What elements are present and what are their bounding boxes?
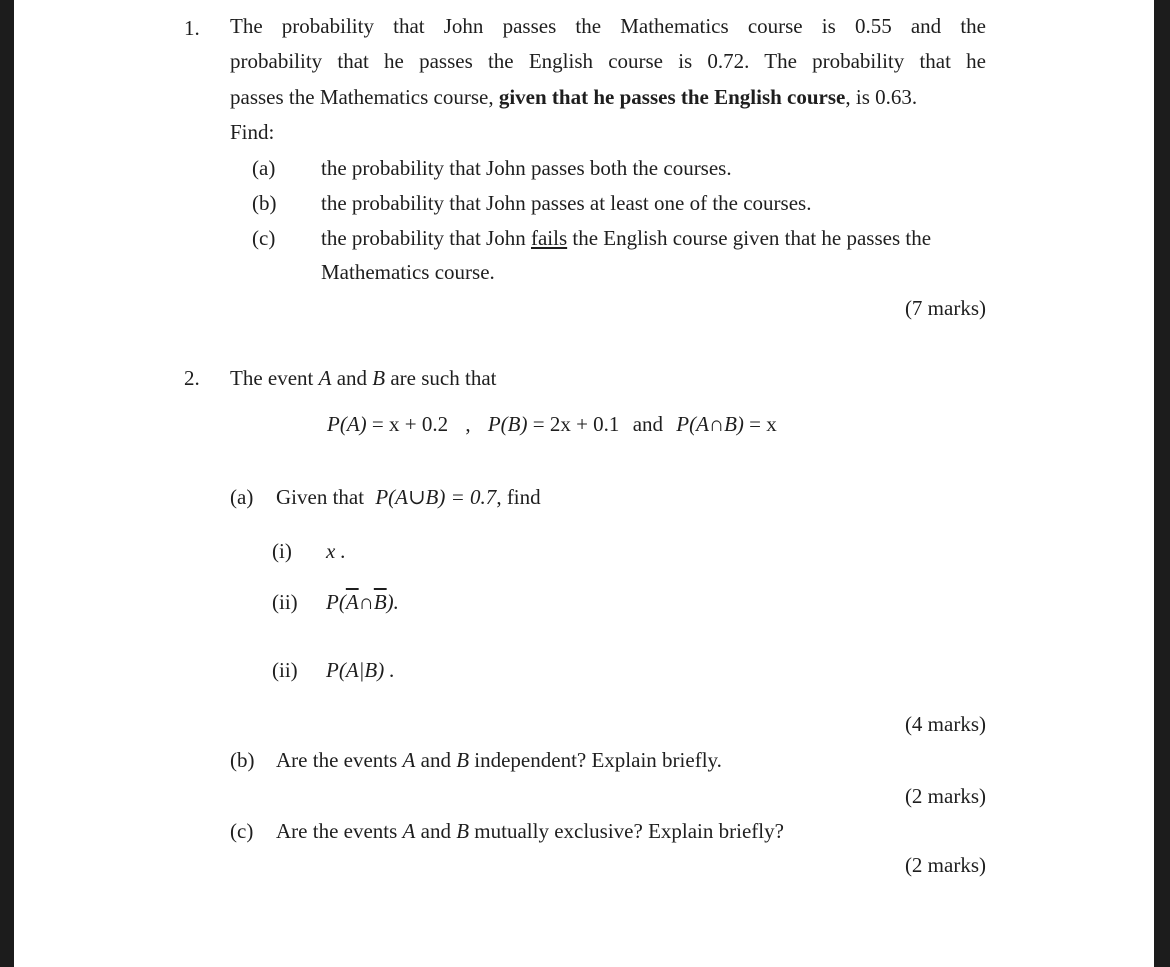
q1-line-3-start: passes the Mathematics course, bbox=[230, 85, 494, 109]
q2a-given: Given that bbox=[276, 485, 365, 509]
q1-line-3-bold: given that he passes the English course bbox=[498, 85, 846, 109]
q2c-marks: (2 marks) bbox=[904, 853, 986, 877]
q1-part-c-continuation: Mathematics course. bbox=[321, 260, 495, 284]
event-b: B bbox=[456, 748, 470, 772]
q1-part-text bbox=[321, 221, 931, 256]
q2a-sub-expr: x . bbox=[326, 539, 346, 563]
q2a-marks: (4 marks) bbox=[904, 712, 986, 736]
q1-part-text: the probability that John passes both the courses. bbox=[321, 156, 732, 180]
q2b-t1: Are the events bbox=[276, 748, 398, 772]
q1-part-c-pre: the probability that John bbox=[321, 226, 526, 250]
q1-part-c-post: the English course given that he passes the bbox=[572, 226, 932, 250]
formula-pab: P(A∩B) bbox=[676, 412, 744, 436]
q1-find: Find: bbox=[230, 120, 275, 144]
q2c-t3: mutually exclusive? Explain briefly? bbox=[474, 819, 784, 843]
b-complement: $\overline{B}$ bbox=[373, 590, 387, 614]
q2b-marks: (2 marks) bbox=[904, 784, 986, 808]
q2a-sub-label: (i) bbox=[272, 539, 292, 563]
expr-close: ). bbox=[386, 590, 399, 614]
q2a-expr: P(A∪B) = 0.7 bbox=[375, 485, 497, 509]
q2c-t1: Are the events bbox=[276, 819, 398, 843]
formula-sep: , bbox=[465, 412, 471, 436]
q2c-label: (c) bbox=[230, 819, 254, 843]
q2a-sub-label: (ii) bbox=[272, 590, 298, 614]
q2a-sub-label: (ii) bbox=[272, 658, 298, 682]
q2-intro-3: are such that bbox=[390, 366, 497, 390]
q2c-text bbox=[276, 819, 784, 844]
event-a: A bbox=[402, 819, 416, 843]
q2a-sub-expr: P(A|B) . bbox=[326, 658, 395, 682]
q1-line-1: The probability that John passes the Mathematics course is 0.55 and the bbox=[230, 14, 986, 38]
q2b-t3: independent? Explain briefly. bbox=[474, 748, 722, 772]
q1-number: 1. bbox=[184, 16, 200, 40]
q2b-text bbox=[276, 748, 722, 773]
q1-marks: (7 marks) bbox=[904, 296, 986, 320]
event-b: B bbox=[456, 819, 470, 843]
q1-part-label: (c) bbox=[252, 226, 276, 250]
formula-pa-rhs: = x + 0.2 bbox=[371, 412, 449, 436]
formula-pb: P(B) bbox=[487, 412, 528, 436]
q2a-sub-expr bbox=[326, 590, 399, 615]
q1-line-2: probability that he passes the English course is 0.72. The probability that he bbox=[230, 49, 986, 73]
question-page bbox=[14, 0, 1154, 967]
event-a: A bbox=[402, 748, 416, 772]
q2-intro bbox=[230, 366, 496, 391]
q2b-label: (b) bbox=[230, 748, 255, 772]
a-complement: $\overline{A}$ bbox=[345, 590, 359, 614]
q2a-find: , find bbox=[496, 485, 541, 509]
q2-intro-1: The event bbox=[230, 366, 314, 390]
q2a-label: (a) bbox=[230, 485, 254, 509]
q2-number: 2. bbox=[184, 366, 200, 390]
q2a-text bbox=[276, 485, 541, 510]
q2-formula bbox=[327, 412, 777, 437]
formula-pa: P(A) bbox=[327, 412, 367, 436]
q2-intro-2: and bbox=[336, 366, 368, 390]
q1-line-3-end: , is 0.63. bbox=[845, 85, 918, 109]
event-b: B bbox=[372, 366, 386, 390]
q1-part-label: (a) bbox=[252, 156, 276, 180]
q2c-t2: and bbox=[420, 819, 451, 843]
formula-pab-rhs: = x bbox=[749, 412, 777, 436]
q1-part-c-underlined: fails bbox=[530, 226, 568, 250]
formula-and: and bbox=[632, 412, 664, 436]
event-a: A bbox=[318, 366, 332, 390]
q1-part-text: the probability that John passes at least one of the courses. bbox=[321, 191, 812, 215]
q2b-t2: and bbox=[420, 748, 451, 772]
q1-line-3 bbox=[230, 80, 917, 115]
expr-open: P( bbox=[326, 590, 346, 614]
intersection-symbol: ∩ bbox=[358, 590, 374, 614]
formula-pb-rhs: = 2x + 0.1 bbox=[532, 412, 620, 436]
q1-part-label: (b) bbox=[252, 191, 277, 215]
